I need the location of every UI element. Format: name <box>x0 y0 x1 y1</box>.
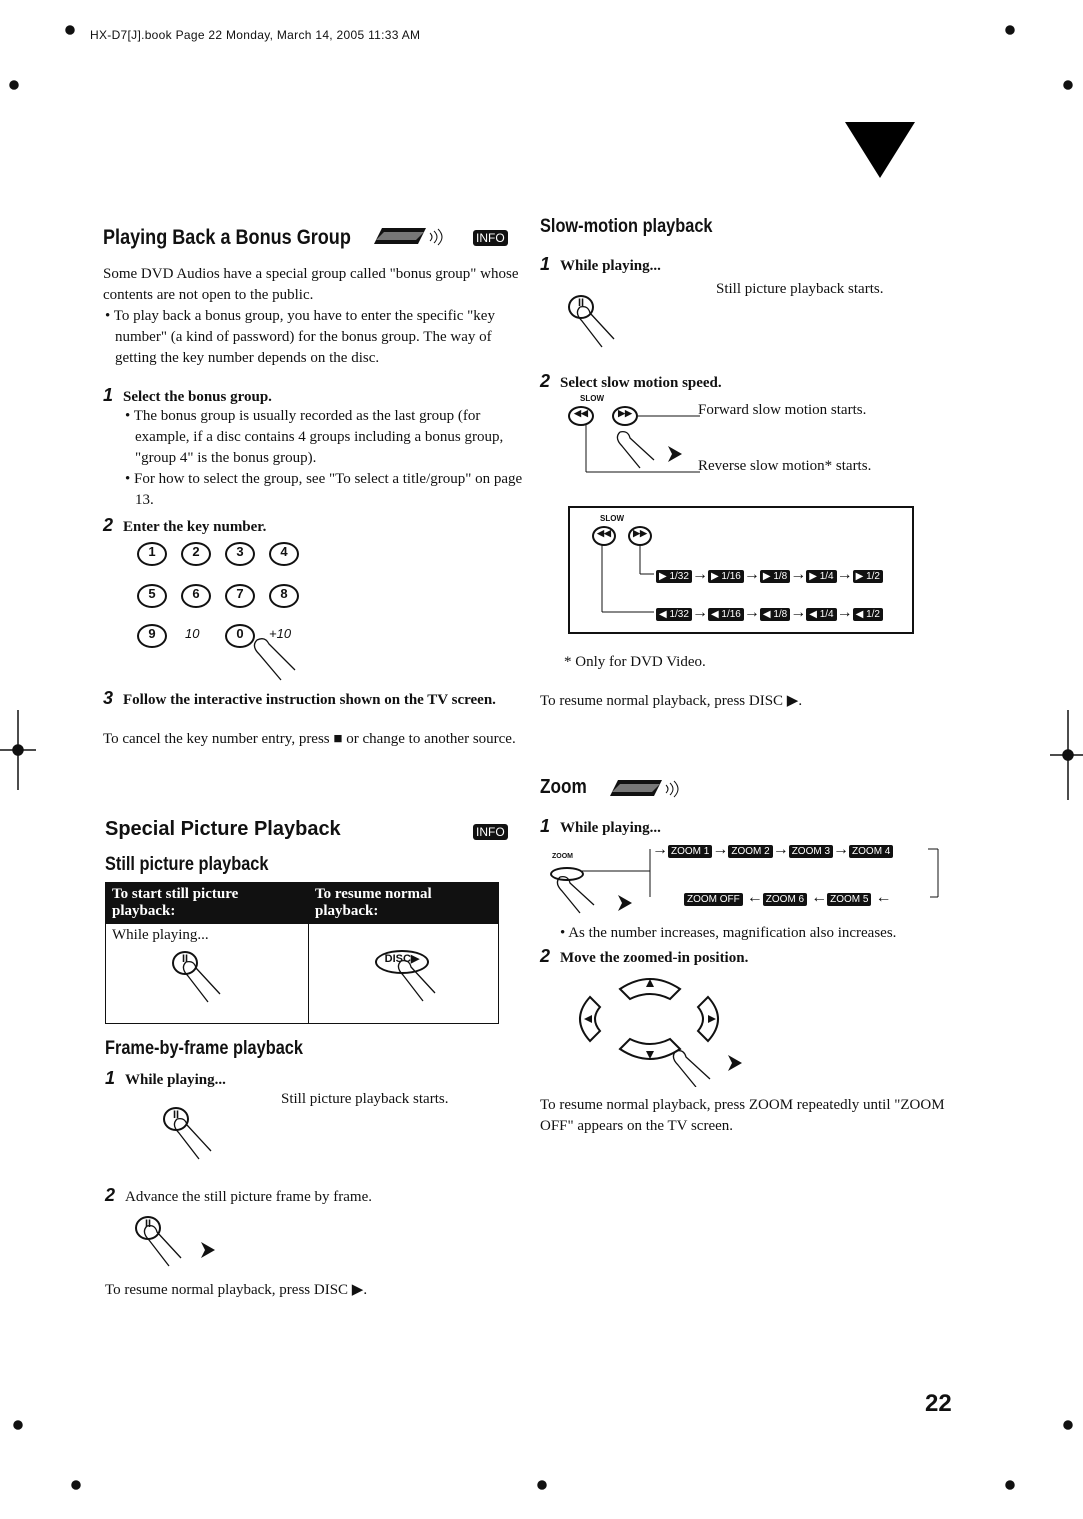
frame-resume: To resume normal playback, press DISC ▶. <box>105 1282 368 1298</box>
slow-step1 <box>540 254 960 275</box>
slow-reverse-button[interactable]: ◀◀ <box>568 406 594 426</box>
slow-section <box>540 216 960 712</box>
key-1-button[interactable]: 1 <box>137 542 167 566</box>
zoom-label: ZOOM <box>552 853 573 860</box>
pause-button[interactable]: II <box>172 951 198 975</box>
bonus-step1 <box>103 385 523 406</box>
bonus-intro: Some DVD Audios have a special group called "bonus group" whose contents are not open to the public. <box>103 266 519 303</box>
slow-step2 <box>540 371 960 392</box>
step-number: 2 <box>105 1185 116 1205</box>
reverse-speed-row: ◀ 1/32 → ◀ 1/16 → ◀ 1/8 → ◀ 1/4 → ◀ 1/2 <box>656 604 883 622</box>
finger-press-icon <box>247 636 307 686</box>
zoom-chip: ZOOM 6 <box>763 893 807 906</box>
step-number: 2 <box>540 371 551 391</box>
special-title: Special Picture Playback <box>105 818 341 840</box>
forward-speed-row: ▶ 1/32 → ▶ 1/16 → ▶ 1/8 → ▶ 1/4 → ▶ 1/2 <box>656 566 883 584</box>
bonus-step1-bullet2: • For how to select the group, see "To select a title/group" on page 13. <box>125 471 523 508</box>
step-text: Enter the key number. <box>123 519 267 535</box>
slow-resume: To resume normal playback, press DISC ▶. <box>540 693 803 709</box>
speed-chip: ◀ 1/32 <box>656 608 692 621</box>
zoom-chip: ZOOM 1 <box>668 845 712 858</box>
frame-step1 <box>105 1068 515 1089</box>
key-4-button[interactable]: 4 <box>269 542 299 566</box>
zoom-top-row: → ZOOM 1 → ZOOM 2 → ZOOM 3 → ZOOM 4 <box>652 841 893 859</box>
zoom-chip: ZOOM 3 <box>789 845 833 858</box>
speed-chip: ◀ 1/8 <box>760 608 790 621</box>
pause-button[interactable]: II <box>163 1107 189 1131</box>
frame-step1-visual <box>105 1089 515 1169</box>
zoom-bullet: • As the number increases, magnification also increases. <box>560 925 897 941</box>
finger-repeat-press-icon <box>141 1224 231 1270</box>
bullet-text: As the number increases, magnification also increases. <box>568 925 897 941</box>
key-8-button[interactable]: 8 <box>269 584 299 608</box>
still-title: Still picture playback <box>105 854 269 875</box>
bonus-title: Playing Back a Bonus Group <box>103 226 351 249</box>
slow-step1-note: Still picture playback starts. <box>716 281 884 297</box>
info-icon: INFO <box>473 230 508 246</box>
zoom-diagram <box>540 837 960 923</box>
key-plus10-label: +10 <box>269 626 292 641</box>
bullet-text: The bonus group is usually recorded as the last group (for example, if a disc contains 4 groups including a bonus group, "group 4" is the bonus group). <box>133 408 504 466</box>
zoom-chip: ZOOM 2 <box>728 845 772 858</box>
bonus-bullet-text: To play back a bonus group, you have to enter the specific "key number" (a kind of password) for the bonus group. The way of getting the key number depends on the disc. <box>113 308 495 366</box>
frame-step1-note: Still picture playback starts. <box>281 1091 449 1107</box>
key-0-button[interactable]: 0 <box>225 624 255 648</box>
step-number: 1 <box>103 385 114 405</box>
slow-speed-diagram <box>568 506 914 634</box>
speed-chip: ◀ 1/2 <box>853 608 883 621</box>
zoom-step1 <box>540 816 960 837</box>
pause-button[interactable]: II <box>135 1216 161 1240</box>
zoom-title: Zoom <box>540 776 587 798</box>
still-table-head-resume: To resume normal playback: <box>309 883 499 924</box>
slow-label: SLOW <box>600 514 624 523</box>
speed-chip: ▶ 1/16 <box>708 570 744 583</box>
cell-text: While playing... <box>112 927 209 943</box>
slow-label: SLOW <box>580 394 604 403</box>
zoom-resume: To resume normal playback, press ZOOM repeatedly until "ZOOM OFF" appears on the TV screen. <box>540 1097 945 1134</box>
still-table-cell-start <box>106 924 309 1024</box>
book-header: HX-D7[J].book Page 22 Monday, March 14, 2005 11:33 AM <box>90 28 421 42</box>
step-text: Move the zoomed-in position. <box>560 950 749 966</box>
page-number: 22 <box>925 1390 952 1417</box>
zoom-step2 <box>540 946 960 967</box>
step-text: While playing... <box>125 1072 226 1088</box>
bonus-section <box>103 224 523 750</box>
finger-press-icon <box>171 1117 221 1163</box>
slow-step1-visual <box>540 275 960 365</box>
slow-title: Slow-motion playback <box>540 216 713 237</box>
finger-press-icon <box>580 412 700 482</box>
zoom-bottom-row: ZOOM OFF ← ZOOM 6 ← ZOOM 5 ← <box>684 889 891 907</box>
speed-chip: ◀ 1/16 <box>708 608 744 621</box>
info-icon: INFO <box>473 824 508 840</box>
bullet-text: For how to select the group, see "To select a title/group" on page 13. <box>134 471 523 508</box>
step-text: Select the bonus group. <box>123 389 272 405</box>
key-10-label: 10 <box>185 626 200 641</box>
frame-step2-visual <box>105 1206 515 1272</box>
step-number: 1 <box>540 254 551 274</box>
step-text: Advance the still picture frame by frame. <box>125 1189 372 1205</box>
speed-chip: ▶ 1/2 <box>853 570 883 583</box>
zoom-chip: ZOOM OFF <box>684 893 743 906</box>
step-number: 2 <box>540 946 551 966</box>
cursor-pad <box>560 967 760 1087</box>
step-number: 1 <box>105 1068 116 1088</box>
still-table-cell-resume <box>309 924 499 1024</box>
pause-button[interactable]: II <box>568 295 594 319</box>
slow-reverse-button[interactable]: ◀◀ <box>592 526 616 546</box>
key-9-button[interactable]: 9 <box>137 624 167 648</box>
key-6-button[interactable]: 6 <box>181 584 211 608</box>
video-icon <box>604 776 684 802</box>
keypad <box>137 536 523 686</box>
finger-press-icon <box>574 305 624 351</box>
step-text: While playing... <box>560 820 661 836</box>
frame-title: Frame-by-frame playback <box>105 1038 303 1059</box>
step-number: 3 <box>103 688 114 708</box>
slow-forward-button[interactable]: ▶▶ <box>628 526 652 546</box>
key-2-button[interactable]: 2 <box>181 542 211 566</box>
step-number: 1 <box>540 816 551 836</box>
frame-step2 <box>105 1185 515 1206</box>
bonus-step2 <box>103 515 523 536</box>
slow-step2-visual <box>540 392 960 488</box>
speed-chip: ▶ 1/32 <box>656 570 692 583</box>
slow-footnote: * Only for DVD Video. <box>564 654 706 670</box>
bonus-cancel-note: To cancel the key number entry, press ■ or change to another source. <box>103 731 516 747</box>
key-5-button[interactable]: 5 <box>137 584 167 608</box>
slow-forward-note: Forward slow motion starts. <box>698 402 867 418</box>
bonus-bullet: • To play back a bonus group, you have to enter the specific "key number" (a kind of password) for the bonus group. The way of getting the key number depends on the disc. <box>105 308 495 366</box>
audio-only-icon <box>368 224 448 250</box>
key-7-button[interactable]: 7 <box>225 584 255 608</box>
bonus-step3 <box>103 688 523 709</box>
step-text: Follow the interactive instruction shown on the TV screen. <box>123 692 496 708</box>
zoom-chip: ZOOM 4 <box>849 845 893 858</box>
slow-reverse-note: Reverse slow motion* starts. <box>698 458 872 474</box>
bonus-step1-bullet1: • The bonus group is usually recorded as the last group (for example, if a disc contains 4 groups including a bonus group, "group 4" is the bonus group). <box>125 408 504 466</box>
still-table <box>105 882 499 1024</box>
step-number: 2 <box>103 515 114 535</box>
speed-chip: ▶ 1/8 <box>760 570 790 583</box>
speed-chip: ◀ 1/4 <box>806 608 836 621</box>
speed-chip: ▶ 1/4 <box>806 570 836 583</box>
step-text: While playing... <box>560 258 661 274</box>
step-text: Select slow motion speed. <box>560 375 722 391</box>
zoom-chip: ZOOM 5 <box>827 893 871 906</box>
slow-forward-button[interactable]: ▶▶ <box>612 406 638 426</box>
disc-play-button[interactable]: DISC▶ <box>375 950 429 974</box>
special-section <box>105 818 515 1301</box>
key-3-button[interactable]: 3 <box>225 542 255 566</box>
finger-press-icon <box>180 960 230 1006</box>
zoom-section <box>540 770 960 1137</box>
still-table-head-start: To start still picture playback: <box>106 883 309 924</box>
finger-press-icon <box>395 959 445 1005</box>
